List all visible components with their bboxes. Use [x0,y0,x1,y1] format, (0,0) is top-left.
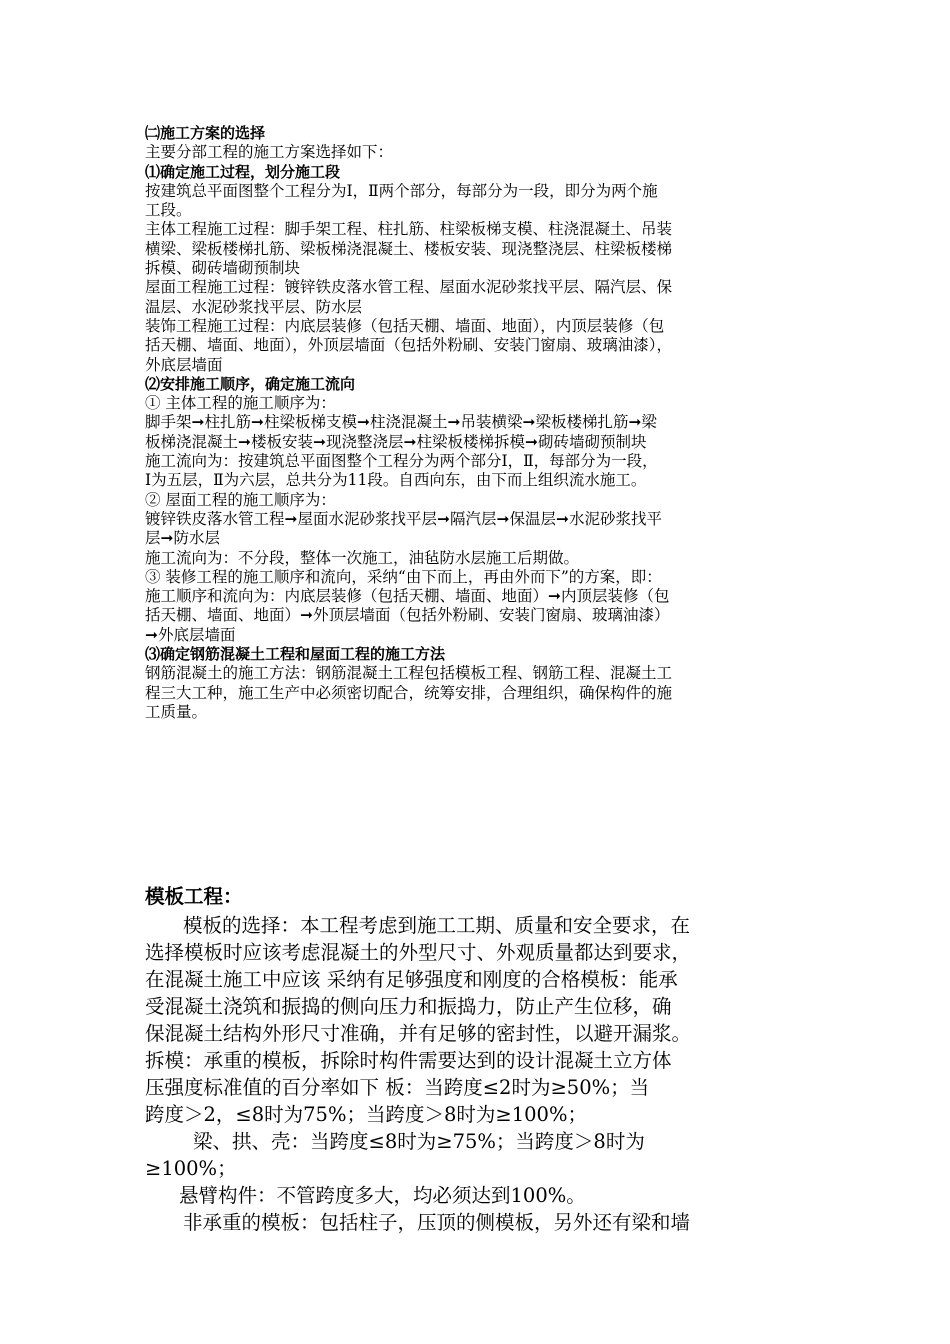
body-text-line: ① 主体工程的施工顺序为： [145,394,336,413]
formwork-section [145,884,807,1236]
body-text-line: 钢筋混凝土的施工方法：钢筋混凝土工程包括模板工程、钢筋工程、混凝土工 [145,664,673,683]
formwork-body [145,912,807,1236]
formwork-text-line: 在混凝土施工中应该 采纳有足够强度和刚度的合格模板：能承 [145,968,678,991]
body-text-line: 括天棚、墙面、地面），外顶层墙面（包括外粉刷、安装门窗扇、玻璃油漆）， [145,336,673,355]
body-text-line: 镀锌铁皮落水管工程➞屋面水泥砂浆找平层➞隔汽层➞保温层➞水泥砂浆找平 [145,509,662,528]
formwork-text-line: 跨度＞2，≤8时为75%；当跨度＞8时为≥100%； [145,1103,587,1126]
body-text-line: 板梯浇混凝土➞楼板安装➞现浇整浇层➞柱梁板楼梯拆模➞砌砖墙砌预制块 [145,432,647,451]
body-text-line: 屋面工程施工过程：镀锌铁皮落水管工程、屋面水泥砂浆找平层、隔汽层、保 [145,278,673,297]
body-text-line: 主要分部工程的施工方案选择如下： [145,143,394,162]
construction-plan-section [145,124,817,722]
section-heading-line: ⑵安排施工顺序，确定施工流向 [145,374,356,393]
body-text-line: 括天棚、墙面、地面）➞外顶层墙面（包括外粉刷、安装门窗扇、玻璃油漆） [145,606,670,625]
body-text-line: 温层、水泥砂浆找平层、防水层 [145,297,363,316]
formwork-text-line: 拆模：承重的模板，拆除时构件需要达到的设计混凝土立方体 [145,1049,672,1072]
body-text-line: 工质量。 [145,702,208,721]
body-text-line: 横梁、梁板楼梯扎筋、梁板梯浇混凝土、楼板安装、现浇整浇层、柱梁板楼梯 [145,239,673,258]
body-text-line: 主体工程施工过程：脚手架工程、柱扎筋、柱梁板梯支模、柱浇混凝土、吊装 [145,220,673,239]
body-text-line: 层➞防水层 [145,529,220,548]
body-text-line: ➞外底层墙面 [145,625,236,644]
formwork-text-line: 压强度标准值的百分率如下 板：当跨度≤2时为≥50%；当 [145,1076,650,1099]
body-text-line: 程三大工种，施工生产中必须密切配合，统筹安排，合理组织，确保构件的施 [145,683,673,702]
body-text-line: 施工顺序和流向为：内底层装修（包括天棚、墙面、地面）➞内顶层装修（包 [145,587,670,606]
formwork-heading: 模板工程： [145,885,243,908]
formwork-text-line: 非承重的模板：包括柱子，压顶的侧模板，另外还有梁和墙 [183,1211,691,1234]
body-text-line: 施工流向为：按建筑总平面图整个工程分为两个部分Ⅰ，Ⅱ，每部分为一段， [145,452,658,471]
body-text-line: ② 屋面工程的施工顺序为： [145,490,336,509]
formwork-text-line: 选择模板时应该考虑混凝土的外型尺寸、外观质量都达到要求， [145,941,692,964]
formwork-text-line: 受混凝土浇筑和振捣的侧向压力和振捣力，防止产生位移，确 [145,995,672,1018]
body-text-line: Ⅰ为五层，Ⅱ为六层，总共分为11段。自西向东，由下而上组织流水施工。 [145,471,647,490]
formwork-text-line: 保混凝土结构外形尺寸准确，并有足够的密封性，以避开漏浆。 [145,1022,692,1045]
section-heading-line: ⑴确定施工过程，划分施工段 [145,162,341,181]
formwork-text-line: ≥100%； [145,1157,237,1180]
body-text-line: ③ 装修工程的施工顺序和流向，采纳“由下而上，再由外而下”的方案，即： [145,567,662,586]
section-heading-line: ㈡施工方案的选择 [145,124,266,142]
formwork-text-line: 悬臂构件：不管跨度多大，均必须达到100%。 [179,1184,586,1207]
body-text-line: 拆模、砌砖墙砌预制块 [145,259,301,278]
body-text-line: 外底层墙面 [145,355,223,374]
body-text-line: 按建筑总平面图整个工程分为Ⅰ，Ⅱ两个部分，每部分为一段，即分为两个施 [145,181,658,200]
body-text-line: 装饰工程施工过程：内底层装修（包括天棚、墙面、地面），内顶层装修（包 [145,316,665,335]
body-text-line: 施工流向为：不分段，整体一次施工，油毡防水层施工后期做。 [145,548,580,567]
formwork-text-line: 模板的选择：本工程考虑到施工工期、质量和安全要求，在 [183,914,691,937]
body-text-line: 脚手架➞柱扎筋➞柱梁板梯支模➞柱浇混凝土➞吊装横梁➞梁板楼梯扎筋➞梁 [145,413,657,432]
body-text-line: 工段。 [145,201,192,220]
section-heading-line: ⑶确定钢筋混凝土工程和屋面工程的施工方法 [145,645,446,664]
formwork-text-line: 梁、拱、壳：当跨度≤8时为≥75%；当跨度＞8时为 [193,1130,645,1153]
